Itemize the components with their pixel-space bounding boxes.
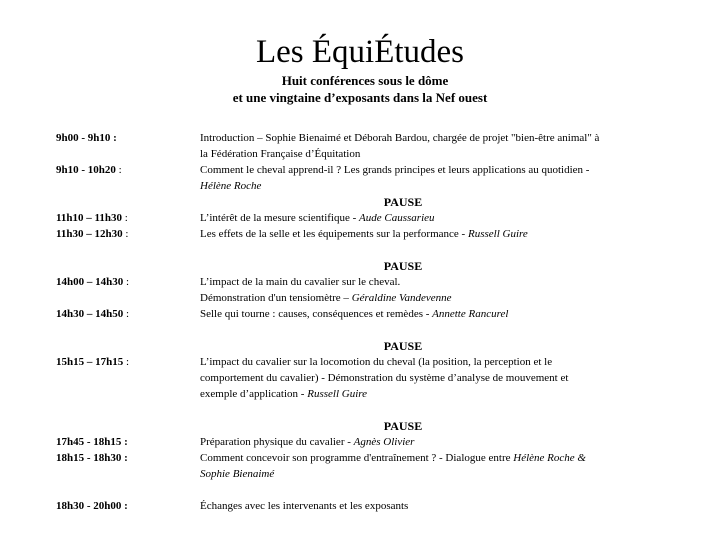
schedule-row <box>56 306 666 322</box>
session-description: Les effets de la selle et les équipements sur la performance - Russell Guire <box>200 228 528 240</box>
description-line: la Fédération Française d’Équitation <box>200 148 361 160</box>
schedule-row <box>56 354 666 402</box>
schedule <box>56 130 666 514</box>
page-title: Les ÉquiÉtudes <box>255 34 465 70</box>
session-description: Préparation physique du cavalier - Agnès Olivier <box>200 436 415 448</box>
session-time: 17h45 - 18h15 : <box>56 436 128 448</box>
subtitle-line-1: Huit conférences sous le dôme <box>281 73 449 88</box>
session-description: Selle qui tourne : causes, conséquences et remèdes - Annette Rancurel <box>200 308 509 320</box>
description-line: L’impact de la main du cavalier sur le cheval. <box>200 276 401 288</box>
pause-label: PAUSE <box>383 419 423 433</box>
description-line: Comment le cheval apprend-il ? Les grands principes et leurs applications au quotidien - <box>200 164 590 176</box>
pause-label: PAUSE <box>383 259 423 273</box>
speaker-name: Géraldine Vandevenne <box>351 292 452 304</box>
schedule-row <box>56 130 666 162</box>
subtitle-line-2: et une vingtaine d’exposants dans la Nef ouest <box>232 90 488 105</box>
description-line: L’impact du cavalier sur la locomotion du cheval (la position, la perception et le <box>200 356 553 368</box>
session-description: Comment concevoir son programme d'entraînement ? - Dialogue entre Hélène Roche & Sophie Bienaimé <box>200 452 586 480</box>
schedule-row <box>56 450 666 482</box>
session-time: 11h10 – 11h30 : <box>56 212 128 224</box>
speaker-name: Russell Guire <box>307 388 367 400</box>
session-description <box>200 162 666 194</box>
schedule-row <box>56 162 666 194</box>
schedule-row <box>56 210 666 226</box>
session-time: 11h30 – 12h30 : <box>56 228 129 240</box>
session-time: 14h00 – 14h30 : <box>56 276 130 288</box>
schedule-row <box>56 226 666 242</box>
session-time: 15h15 – 17h15 : <box>56 356 130 368</box>
session-description: L’impact de la main du cavalier sur le cheval. Démonstration d'un tensiomètre – Géraldine Vandevenne <box>200 274 666 306</box>
speaker-name: Hélène Roche & <box>513 452 586 464</box>
description-line: comportement du cavalier) - Démonstration du système d’analyse de mouvement et <box>200 372 569 384</box>
schedule-row <box>56 498 666 514</box>
schedule-row <box>56 274 666 306</box>
pause-label: PAUSE <box>383 195 423 209</box>
speaker-name: Sophie Bienaimé <box>200 468 275 480</box>
pause-label: PAUSE <box>383 339 423 353</box>
speaker-name: Aude Caussarieu <box>359 212 435 224</box>
session-time: 18h15 - 18h30 : <box>56 452 128 464</box>
session-description <box>200 130 666 162</box>
session-time: 18h30 - 20h00 : <box>56 500 128 512</box>
session-time: 9h00 - 9h10 : <box>56 132 117 144</box>
speaker-name: Russell Guire <box>467 228 528 240</box>
session-description: L’intérêt de la mesure scientifique - Aude Caussarieu <box>200 212 435 224</box>
session-time: 9h10 - 10h20 : <box>56 164 122 176</box>
speaker-name: Annette Rancurel <box>432 308 509 320</box>
session-time: 14h30 – 14h50 : <box>56 308 130 320</box>
schedule-row <box>56 434 666 450</box>
speaker-name: Agnès Olivier <box>353 436 415 448</box>
session-description: L’impact du cavalier sur la locomotion du cheval (la position, la perception et le comportement du cavalier) - Démonstration du système d’analyse de mouvement et exemple d’application - Russell Guire <box>200 354 666 402</box>
session-description: Échanges avec les intervenants et les exposants <box>200 500 409 512</box>
description-line: Introduction – Sophie Bienaimé et Déborah Bardou, chargée de projet "bien-être animal" à <box>200 132 600 144</box>
speaker-name: Hélène Roche <box>200 180 262 192</box>
